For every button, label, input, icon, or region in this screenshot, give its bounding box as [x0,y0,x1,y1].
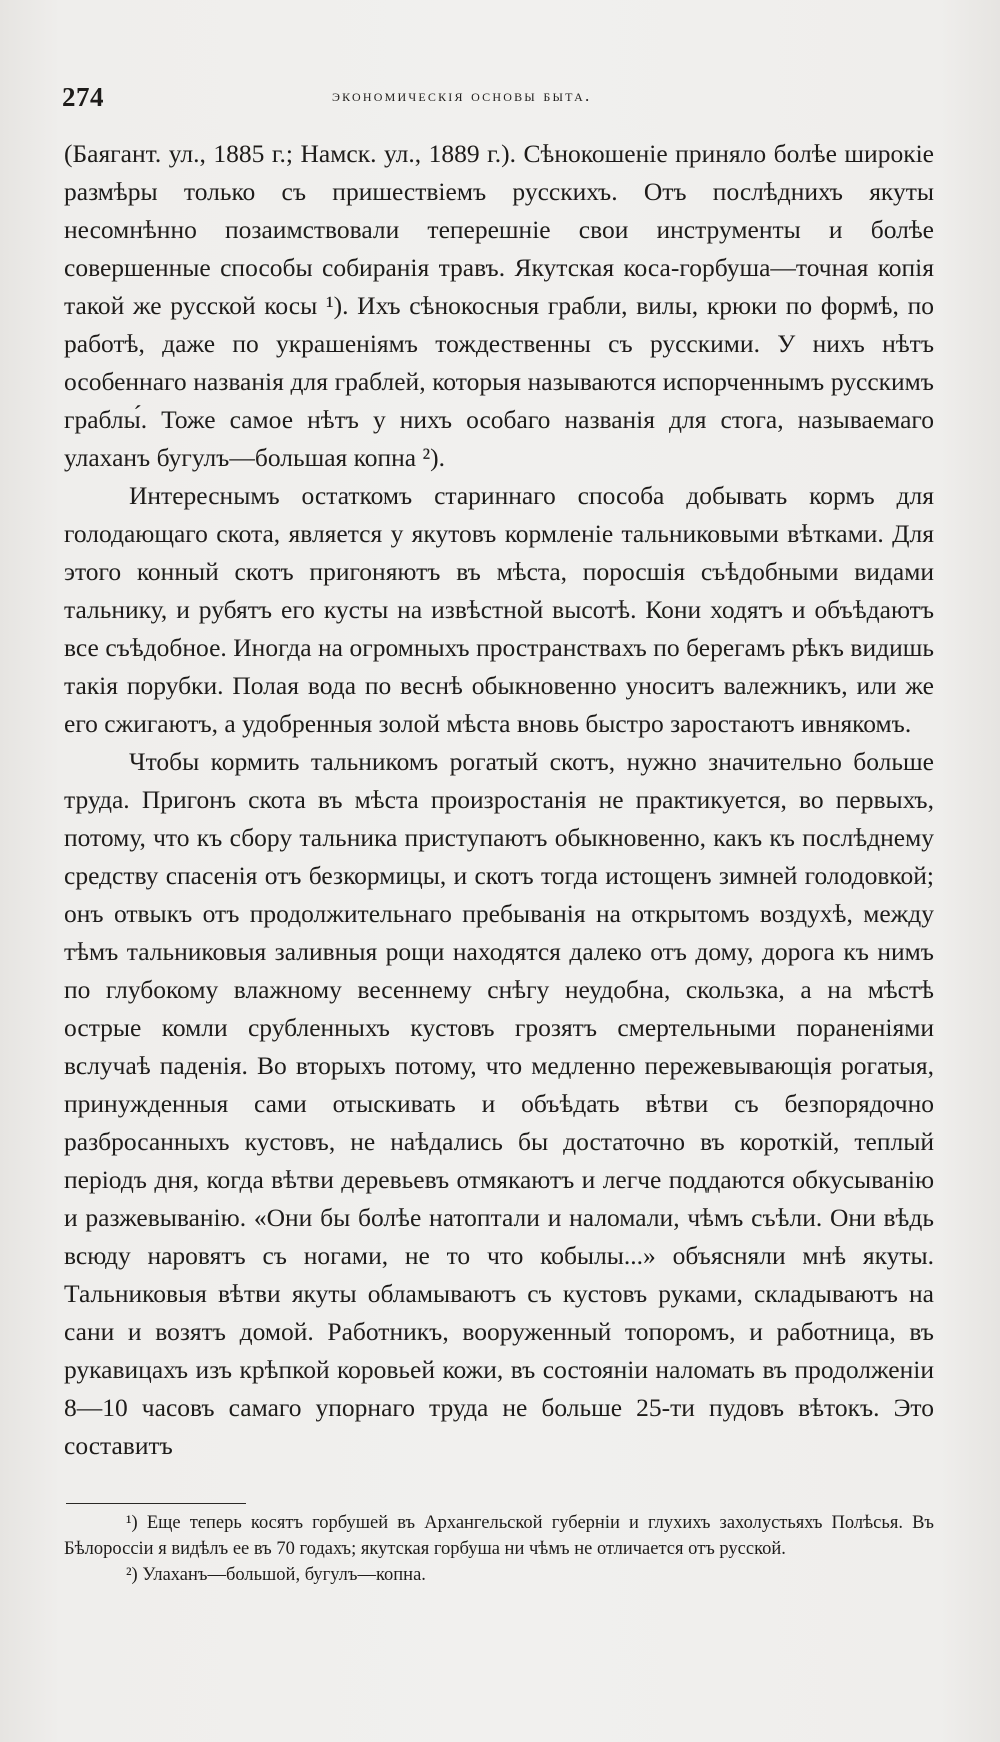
running-title: экономическія основы быта. [332,86,592,105]
footnote-divider [66,1503,246,1504]
paragraph-3: Чтобы кормить тальникомъ рогатый скотъ, нужно значительно больше труда. Пригонъ скота въ мѣста произростанія не практикуется, во первыхъ, потому, что къ сбору тальника приступаютъ обыкновенно, какъ къ послѣднему средству спасенія отъ безкормицы, и скотъ тогда истощенъ зимней голодовкой; онъ отвыкъ отъ продолжительнаго пребыванія на открытомъ воздухѣ, между тѣмъ тальниковыя заливныя рощи находятся далеко отъ дому, дорога къ нимъ по глубокому влажному весеннему снѣгу неудобна, скользка, а на мѣстѣ острые комли срубленныхъ кустовъ грозятъ смертельными пораненіями вслучаѣ паденія. Во вторыхъ потому, что медленно пережевывающія рогатыя, принужденныя сами отыскивать и объѣдать вѣтви съ безпорядочно разбросанныхъ кустовъ, не наѣдались бы достаточно въ короткій, теплый періодъ дня, когда вѣтви деревьевъ отмякаютъ и легче поддаются обкусыванію и разжевыванію. «Они бы болѣе натоптали и наломали, чѣмъ съѣли. Они вѣдь всюду наровятъ съ ногами, не то что кобылы...» объясняли мнѣ якуты. Тальниковыя вѣтви якуты обламываютъ съ кустовъ руками, складываютъ на сани и возятъ домой. Работникъ, вооруженный топоромъ, и работница, въ рукавицахъ изъ крѣпкой коровьей кожи, въ состояніи наломать въ продолженіи 8—10 часовъ самаго упорнаго труда не больше 25-ти пудовъ вѣтокъ. Это составитъ [64,747,934,1460]
footnote-1: ¹) Еще теперь косятъ горбушей въ Архангельской губерніи и глухихъ захолустьяхъ Полѣсья. Въ Бѣлороссіи я видѣлъ ее въ 70 годахъ; якутская горбуша ни чѣмъ не отличается отъ русской. [64,1513,934,1559]
paragraph-2: Интереснымъ остаткомъ стариннаго способа добывать кормъ для голодающаго скота, является у якутовъ кормленіе тальниковыми вѣтками. Для этого конный скотъ пригоняютъ въ мѣста, поросшія съѣдобными видами тальнику, и рубятъ его кусты на извѣстной высотѣ. Кони ходятъ и объѣдаютъ все съѣдобное. Иногда на огромныхъ пространствахъ по берегамъ рѣкъ видишь такія порубки. Полая вода по веснѣ обыкновенно уноситъ валежникъ, или же его сжигаютъ, а удобренныя золой мѣста вновь быстро заростаютъ ивнякомъ. [64,481,934,738]
page-header [62,82,932,122]
footnotes [64,1510,934,1588]
paragraph-1: (Баягант. ул., 1885 г.; Намск. ул., 1889 г.). Сѣнокошеніе приняло болѣе широкіе размѣры только съ пришествіемъ русскихъ. Отъ послѣднихъ якуты несомнѣнно позаимствовали теперешніе свои инструменты и болѣе совершенные способы собиранія травъ. Якутская коса-горбуша—точная копія такой же русской косы ¹). Ихъ сѣнокосныя грабли, вилы, крюки по формѣ, по работѣ, даже по украшеніямъ тождественны съ русскими. У нихъ нѣтъ особеннаго названія для граблей, которыя называются испорченнымъ русскимъ граблы́. Тоже самое нѣтъ у нихъ особаго названія для стога, называемаго улаханъ бугулъ—большая копна ²). [64,139,934,472]
page-number: 274 [62,82,104,112]
footnote-2: ²) Улаханъ—большой, бугулъ—копна. [126,1565,426,1585]
body-text [64,135,934,1465]
